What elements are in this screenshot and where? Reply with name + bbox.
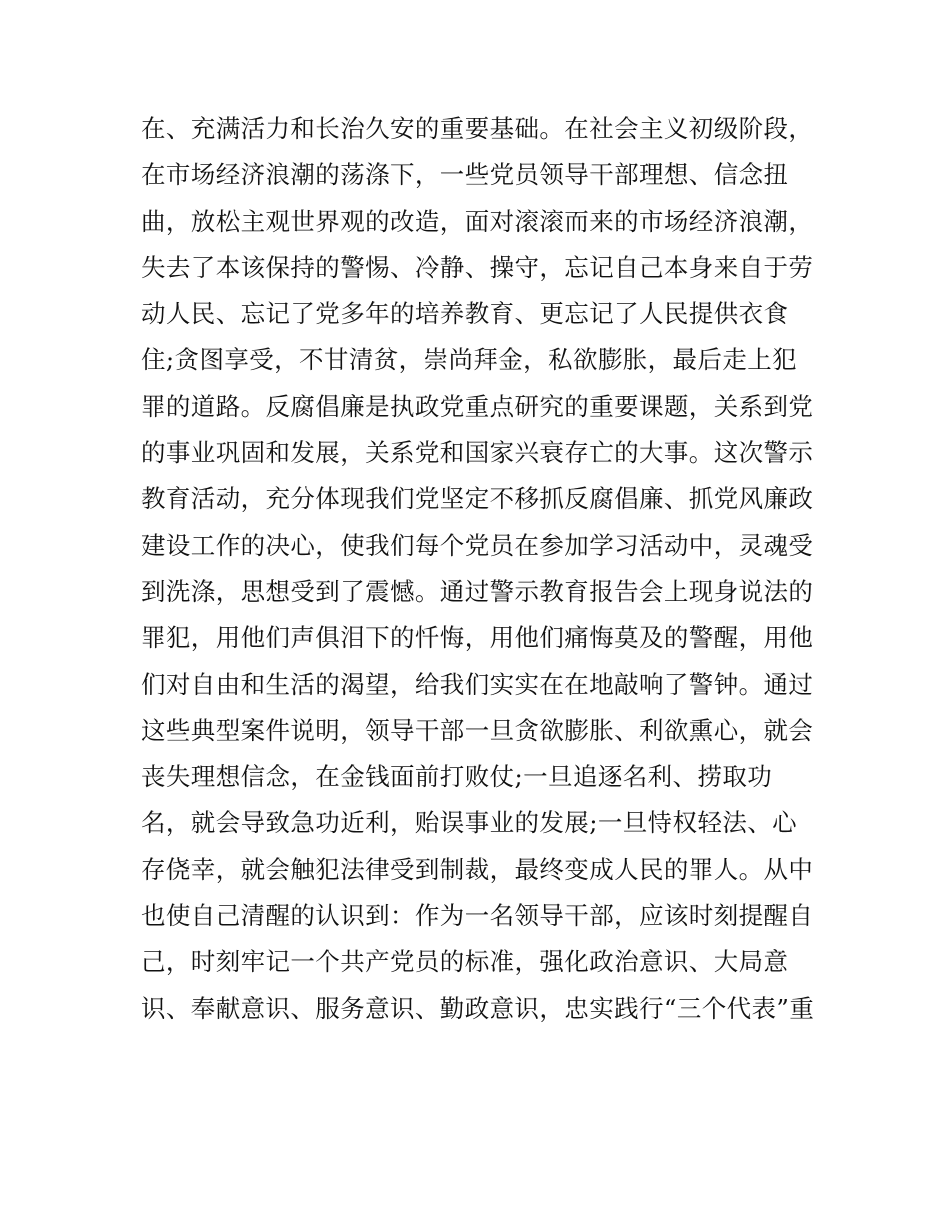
- text-line: 到洗涤，思想受到了震憾。通过警示教育报告会上现身说法的: [141, 576, 814, 606]
- text-line: 建设工作的决心，使我们每个党员在参加学习活动中，灵魂受: [141, 530, 814, 560]
- text-line: 在、充满活力和长治久安的重要基础。在社会主义初级阶段，: [141, 114, 814, 143]
- text-line: 丧失理想信念，在金钱面前打败仗;一旦追逐名利、捞取功: [141, 762, 773, 792]
- text-line: 的事业巩固和发展，关系党和国家兴衰存亡的大事。这次警示: [141, 438, 814, 468]
- text-line: 教育活动，充分体现我们党坚定不移抓反腐倡廉、抓党风廉政: [141, 484, 814, 514]
- text-line: 己，时刻牢记一个共产党员的标准，强化政治意识、大局意: [141, 947, 789, 977]
- text-line: 罪的道路。反腐倡廉是执政党重点研究的重要课题，关系到党: [141, 391, 814, 421]
- body-text: [141, 106, 831, 1032]
- text-line: 在市场经济浪潮的荡涤下，一些党员领导干部理想、信念扭: [141, 160, 789, 190]
- text-line: 也使自己清醒的认识到：作为一名领导干部，应该时刻提醒自: [141, 901, 814, 931]
- text-line: 失去了本该保持的警惕、冷静、操守，忘记自己本身来自于劳: [141, 252, 814, 282]
- text-line: 动人民、忘记了党多年的培养教育、更忘记了人民提供衣食: [141, 299, 789, 329]
- text-line: 们对自由和生活的渴望，给我们实实在在地敲响了警钟。通过: [141, 669, 814, 699]
- text-line: 存侥幸，就会触犯法律受到制裁，最终变成人民的罪人。从中: [141, 854, 814, 884]
- text-line: 识、奉献意识、服务意识、勤政意识，忠实践行“三个代表”重: [141, 993, 815, 1023]
- text-line: 罪犯，用他们声俱泪下的忏悔，用他们痛悔莫及的警醒，用他: [141, 623, 814, 653]
- text-line: 住;贪图享受，不甘清贫，崇尚拜金，私欲膨胀，最后走上犯: [141, 345, 798, 375]
- text-line: 这些典型案件说明，领导干部一旦贪欲膨胀、利欲熏心，就会: [141, 715, 814, 745]
- text-line: 曲，放松主观世界观的改造，面对滚滚而来的市场经济浪潮，: [141, 206, 814, 236]
- text-line: 名，就会导致急功近利，贻误事业的发展;一旦恃权轻法、心: [141, 808, 798, 838]
